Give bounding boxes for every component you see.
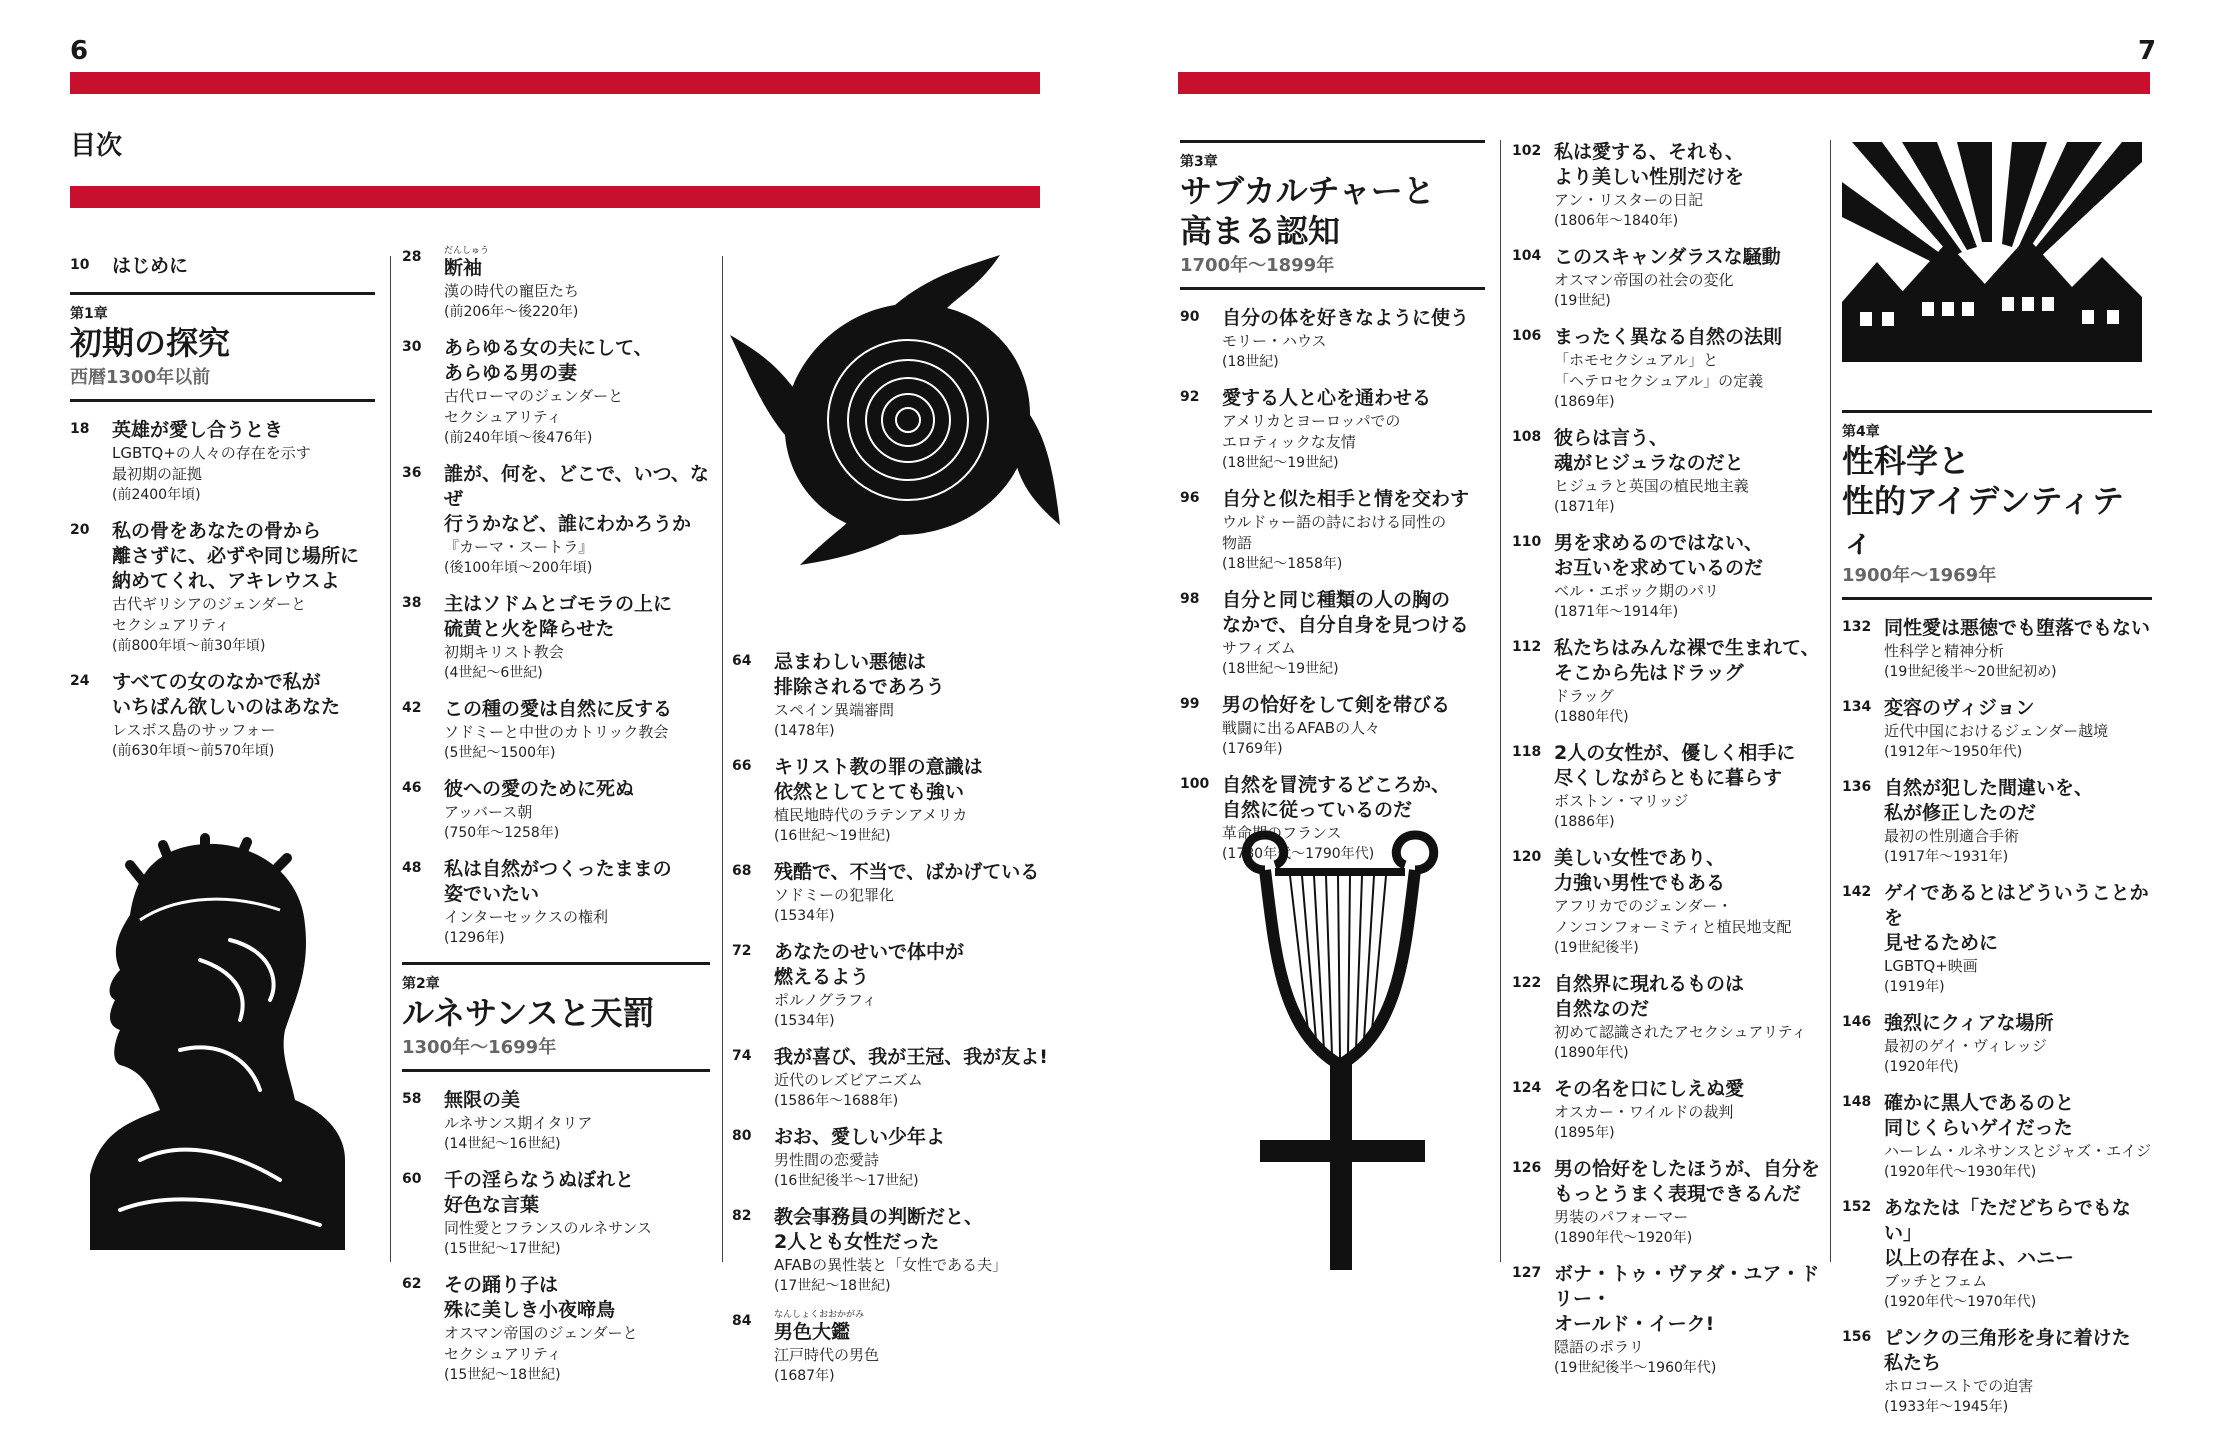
toc-entry[interactable]: 142 ゲイであるとはどういうことかを 見せるために LGBTQ+映画 (1919年)	[1842, 882, 2149, 995]
toc-entry[interactable]: 102 私は愛する、それも、 より美しい性別だけを アン・リスターの日記 (1806年〜1840年)	[1512, 141, 1745, 229]
toc-entry[interactable]: 99 男の恰好をして剣を帯びる 戦闘に出るAFABの人々 (1769年)	[1180, 694, 1451, 757]
column-divider	[722, 256, 723, 1262]
toc-entry[interactable]: 146 強烈にクィアな場所 最初のゲイ・ヴィレッジ (1920年代)	[1842, 1012, 2054, 1075]
toc-entry[interactable]: 134 変容のヴィジョン 近代中国におけるジェンダー越境 (1912年〜1950年代)	[1842, 697, 2109, 760]
whirlwind-illustration	[730, 255, 1060, 565]
toc-entry[interactable]: 110 男を求めるのではない、 お互いを求めているのだ ベル・エポック期のパリ (1871年〜1914年)	[1512, 532, 1764, 620]
toc-entry[interactable]: 80 おお、愛しい少年よ 男性間の恋愛詩 (16世紀後半〜17世紀)	[732, 1126, 946, 1189]
toc-entry[interactable]: 20 私の骨をあなたの骨から 離さずに、必ずや同じ場所に 納めてくれ、アキレウスよ 古代ギリシアのジェンダーと セクシュアリティ (前800年頃〜前30年頃)	[70, 520, 360, 654]
chapter-heading: 第3章 サブカルチャーと 高まる認知 1700年〜1899年	[1180, 140, 1485, 290]
toc-entry[interactable]: 96 自分と似た相手と情を交わす ウルドゥー語の詩における同性の 物語 (18世紀〜1858年)	[1180, 488, 1470, 572]
toc-entry[interactable]: 127 ボナ・トゥ・ヴァダ・ユア・ドリー・ オールド・イーク! 隠語のポラリ (19世紀後半〜1960年代)	[1512, 1263, 1820, 1376]
chapter-heading: 第1章 初期の探究 西暦1300年以前	[70, 292, 375, 402]
toc-entry[interactable]: 10 はじめに	[70, 255, 189, 277]
toc-entry[interactable]: 42 この種の愛は自然に反する ソドミーと中世のカトリック教会 (5世紀〜1500年)	[402, 698, 673, 761]
toc-entry[interactable]: 68 残酷で、不当で、ばかげている ソドミーの犯罪化 (1534年)	[732, 861, 1040, 924]
toc-entry[interactable]: 60 千の淫らなうぬぼれと 好色な言葉 同性愛とフランスのルネサンス (15世紀〜17世紀)	[402, 1169, 652, 1257]
toc-entry[interactable]: 98 自分と同じ種類の人の胸の なかで、自分自身を見つける サフィズム (18世紀〜19世紀)	[1180, 589, 1469, 677]
toc-entry[interactable]: 74 我が喜び、我が王冠、我が友よ! 近代のレズビアニズム (1586年〜1688年)	[732, 1046, 1048, 1109]
column-divider	[1500, 140, 1501, 1262]
toc-entry[interactable]: 126 男の恰好をしたほうが、自分を もっとうまく表現できるんだ 男装のパフォーマー (1890年代〜1920年)	[1512, 1158, 1821, 1246]
toc-entry[interactable]: 72 あなたのせいで体中が 燃えるよう ポルノグラフィ (1534年)	[732, 941, 965, 1029]
chapter-heading: 第4章 性科学と 性的アイデンティティ 1900年〜1969年	[1842, 410, 2152, 600]
toc-entry[interactable]: 90 自分の体を好きなように使う モリー・ハウス (18世紀)	[1180, 307, 1470, 370]
column-divider	[390, 256, 391, 1262]
toc-entry[interactable]: 58 無限の美 ルネサンス期イタリア (14世紀〜16世紀)	[402, 1089, 593, 1152]
toc-entry[interactable]: 24 すべての女のなかで私が いちばん欲しいのはあなた レスボス島のサッフォー (前630年頃〜前570年頃)	[70, 671, 341, 759]
toc-entry[interactable]: 62 その踊り子は 殊に美しき小夜啼鳥 オスマン帝国のジェンダーと セクシュアリティ (15世紀〜18世紀)	[402, 1274, 638, 1383]
toc-entry[interactable]: 82 教会事務員の判断だと、 2人とも女性だった AFABの異性装と「女性である夫」 (17世紀〜18世紀)	[732, 1206, 1008, 1294]
toc-entry[interactable]: 112 私たちはみんな裸で生まれて、 そこから先はドラッグ ドラッグ (1880年代)	[1512, 637, 1820, 725]
toc-entry[interactable]: 156 ピンクの三角形を身に着けた 私たち ホロコーストでの迫害 (1933年〜1945年)	[1842, 1327, 2131, 1415]
toc-entry[interactable]: 104 このスキャンダラスな騒動 オスマン帝国の社会の変化 (19世紀)	[1512, 246, 1781, 309]
toc-entry[interactable]: 38 主はソドムとゴモラの上に 硫黄と火を降らせた 初期キリスト教会 (4世紀〜6世紀)	[402, 593, 673, 681]
toc-entry[interactable]: 120 美しい女性であり、 力強い男性でもある アフリカでのジェンダー・ ノンコンフォーミティと植民地支配 (19世紀後半)	[1512, 847, 1792, 956]
toc-column-4	[1180, 140, 1485, 878]
toc-entry[interactable]: 118 2人の女性が、優しく相手に 尽くしながらともに暮らす ボストン・マリッジ (1886年)	[1512, 742, 1796, 830]
header-bar-right	[1178, 72, 2150, 94]
toc-entry[interactable]: 148 確かに黒人であるのと 同じくらいゲイだった ハーレム・ルネサンスとジャズ・エイジ (1920年代〜1930年代)	[1842, 1092, 2152, 1180]
toc-entry[interactable]: 36 誰が、何を、どこで、いつ、なぜ 行うかなど、誰にわかろうか 『カーマ・スートラ』 (後100年頃〜200年頃)	[402, 463, 709, 576]
toc-entry[interactable]: 122 自然界に現れるものは 自然なのだ 初めて認識されたアセクシュアリティ (1890年代)	[1512, 973, 1807, 1061]
toc-entry[interactable]: 100 自然を冒涜するどころか、 自然に従っているのだ 革命期のフランス (1780年代〜1790年代)	[1180, 774, 1451, 862]
toc-entry[interactable]: 48 私は自然がつくったままの 姿でいたい インターセックスの権利 (1296年)	[402, 858, 672, 946]
toc-entry[interactable]: 84 なんしょくおおかがみ 男色大鑑 江戸時代の男色 (1687年)	[732, 1310, 880, 1384]
toc-entry[interactable]: 28 だんしゅう 断袖 漢の時代の寵臣たち (前206年〜後220年)	[402, 246, 580, 320]
toc-column-3	[732, 650, 1052, 1400]
toc-entry[interactable]: 152 あなたは「ただどちらでもない」 以上の存在よ、ハニー ブッチとフェム (1920年代〜1970年代)	[1842, 1197, 2131, 1310]
toc-entry[interactable]: 106 まったく異なる自然の法則 「ホモセクシュアル」と 「ヘテロセクシュアル」の定義 (1869年)	[1512, 326, 1783, 410]
toc-entry[interactable]: 46 彼への愛のために死ぬ アッバース朝 (750年〜1258年)	[402, 778, 635, 841]
title-bar	[70, 186, 1040, 208]
toc-entry[interactable]: 108 彼らは言う、 魂がヒジュラなのだと ヒジュラと英国の植民地主義 (1871年)	[1512, 427, 1749, 515]
toc-entry[interactable]: 64 忌まわしい悪徳は 排除されるであろう スペイン異端審問 (1478年)	[732, 651, 945, 739]
houses-sunburst-illustration	[1842, 142, 2142, 362]
page-number-left: 6	[70, 36, 89, 66]
toc-column-1	[70, 254, 375, 775]
toc-column-2	[402, 246, 710, 1399]
toc-entry[interactable]: 30 あらゆる女の夫にして、 あらゆる男の妻 古代ローマのジェンダーと セクシュアリティ (前240年頃〜後476年)	[402, 337, 653, 446]
toc-entry[interactable]: 18 英雄が愛し合うとき LGBTQ+の人々の存在を示す 最初期の証拠 (前2400年頃)	[70, 419, 311, 503]
toc-column-6	[1842, 410, 2152, 1431]
header-bar-left	[70, 72, 1040, 94]
toc-entry[interactable]: 124 その名を口にしえぬ愛 オスカー・ワイルドの裁判 (1895年)	[1512, 1078, 1745, 1141]
lyre-venus-illustration	[1220, 830, 1460, 1270]
toc-entry[interactable]: 66 キリスト教の罪の意識は 依然としてとても強い 植民地時代のラテンアメリカ (16世紀〜19世紀)	[732, 756, 983, 844]
toc-column-5	[1512, 140, 1822, 1392]
chapter-heading: 第2章 ルネサンスと天罰 1300年〜1699年	[402, 962, 710, 1072]
toc-entry[interactable]: 92 愛する人と心を通わせる アメリカとヨーロッパでの エロティックな友情 (18世紀〜19世紀)	[1180, 387, 1432, 471]
page-number-right: 7	[2138, 36, 2157, 66]
page-title: 目次	[70, 131, 123, 161]
toc-entry[interactable]: 132 同性愛は悪徳でも堕落でもない 性科学と精神分析 (19世紀後半〜20世紀初め)	[1842, 617, 2151, 680]
toc-entry[interactable]: 136 自然が犯した間違いを、 私が修正したのだ 最初の性別適合手術 (1917年〜1931年)	[1842, 777, 2094, 865]
classical-bust-illustration	[80, 830, 350, 1250]
column-divider	[1830, 140, 1831, 1262]
